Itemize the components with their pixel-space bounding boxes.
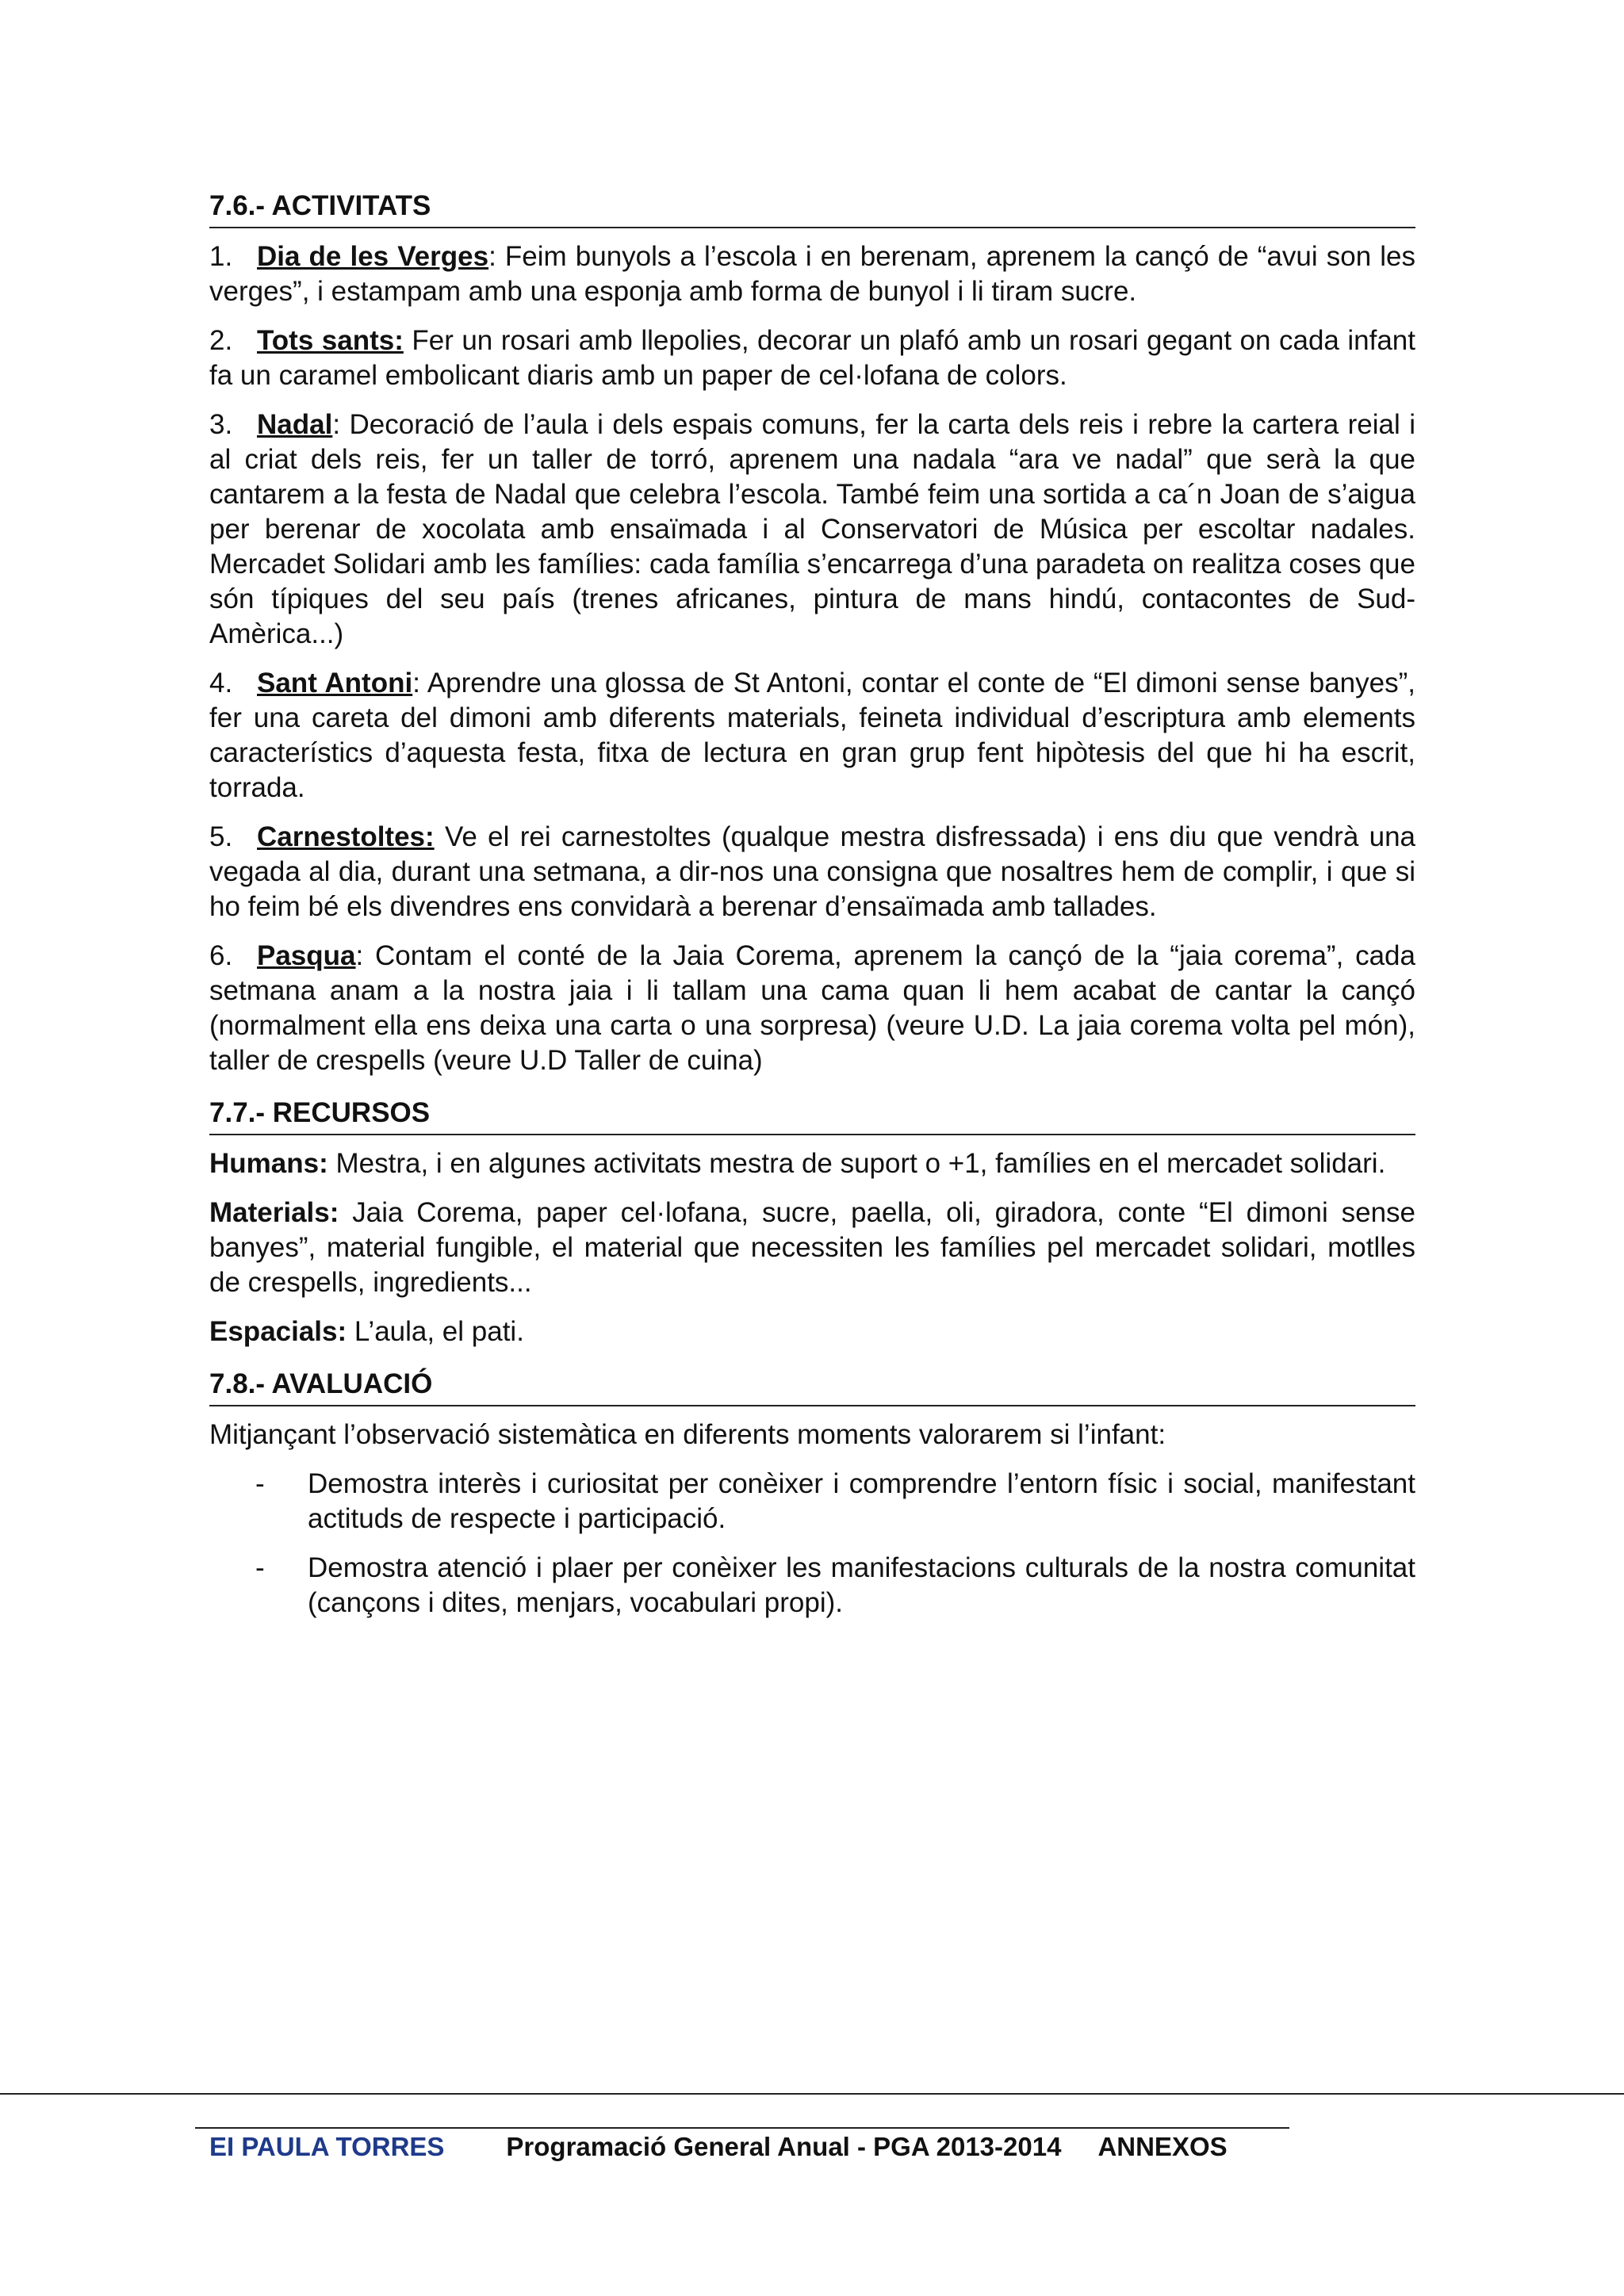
page-content xyxy=(209,189,1415,1635)
evaluation-intro: Mitjançant l’observació sistemàtica en diferents moments valorarem si l’infant: xyxy=(209,1419,1166,1450)
activities-list xyxy=(209,239,1415,1078)
resources-materials xyxy=(209,1196,1415,1300)
activity-number: 4. xyxy=(209,668,233,698)
activity-number: 5. xyxy=(209,821,233,852)
resources-materials-label: Materials: xyxy=(209,1197,339,1228)
activity-number: 3. xyxy=(209,409,233,440)
footer-annex: ANNEXOS xyxy=(1097,2132,1228,2161)
section-heading-activitats: 7.6.- ACTIVITATS xyxy=(209,189,1415,228)
activity-item xyxy=(209,666,1415,806)
resources-humans xyxy=(209,1146,1415,1181)
activity-keyword: Tots sants: xyxy=(257,325,404,356)
activity-number: 6. xyxy=(209,940,233,971)
activity-keyword: Pasqua xyxy=(257,940,356,971)
activity-item xyxy=(209,239,1415,309)
activity-text: Decoració de l’aula i dels espais comuns, fer la carta dels reis i rebre la cartera reial i al criat dels reis, fer un taller de torró, aprenem una nadala “ara ve nadal” que serà la que cantarem a la festa de Nadal que celebra l’escola. També feim una sortida a ca´n Joan de s’aigua per berenar de xocolata amb ensaïmada i al Conservatori de Música per escoltar nadales. Mercadet Solidari amb les famílies: cada família s’encarrega d’una paradeta on realitza coses que són típiques del seu país (trenes africanes, pintura de mans hindú, contacontes de Sud-Amèrica...) xyxy=(209,409,1415,649)
footer-school: EI PAULA TORRES xyxy=(209,2132,445,2161)
activity-keyword: Nadal xyxy=(257,409,333,440)
resources-materials-text: Jaia Corema, paper cel·lofana, sucre, paella, oli, giradora, conte “El dimoni sense banyes”, material fungible, el material que necessiten les famílies pel mercadet solidari, motlles de crespells, ingredients... xyxy=(209,1197,1415,1298)
activity-keyword: Dia de les Verges xyxy=(257,241,489,272)
activity-text: Ve el rei carnestoltes (qualque mestra disfressada) i ens diu que vendrà una vegada al dia, durant una setmana, a dir-nos una consigna que nosaltres hem de complir, i que si ho feim bé els divendres ens convidarà a berenar d’ensaïmada amb tallades. xyxy=(209,821,1415,922)
evaluation-item xyxy=(209,1467,1415,1536)
resources-humans-label: Humans: xyxy=(209,1148,328,1179)
evaluation-text: Demostra interès i curiositat per conèixer i comprendre l’entorn físic i social, manifestant actituds de respecte i participació. xyxy=(308,1468,1415,1534)
section-heading-avaluacio: 7.8.- AVALUACIÓ xyxy=(209,1367,1415,1406)
resources-espacials xyxy=(209,1314,1415,1349)
activity-keyword: Sant Antoni xyxy=(257,668,413,698)
bullet-dash: - xyxy=(255,1468,265,1499)
resources-espacials-text: L’aula, el pati. xyxy=(347,1316,524,1347)
bullet-dash: - xyxy=(255,1552,265,1583)
evaluation-item xyxy=(209,1551,1415,1621)
activity-separator: : xyxy=(488,241,496,272)
activity-text: Aprendre una glossa de St Antoni, contar el conte de “El dimoni sense banyes”, fer una careta del dimoni amb diferents materials, feineta individual d’escriptura amb elements característics d’aquesta festa, fitxa de lectura en gran grup fent hipòtesis del que hi ha escrit, torrada. xyxy=(209,668,1415,803)
activity-item xyxy=(209,323,1415,393)
activity-keyword: Carnestoltes: xyxy=(257,821,435,852)
resources-humans-text: Mestra, i en algunes activitats mestra de suport o +1, famílies en el mercadet solidari. xyxy=(327,1148,1386,1179)
activity-text: Feim bunyols a l’escola i en berenam, aprenem la cançó de “avui son les verges”, i estampam amb una esponja amb forma de bunyol i li tiram sucre. xyxy=(209,241,1416,307)
activity-item xyxy=(209,939,1415,1078)
activity-text: Fer un rosari amb llepolies, decorar un plafó amb un rosari gegant on cada infant fa un caramel embolicant diaris amb un paper de cel·lofana de colors. xyxy=(209,325,1415,391)
activity-item xyxy=(209,820,1415,924)
activity-number: 1. xyxy=(209,241,233,272)
resources-espacials-label: Espacials: xyxy=(209,1316,347,1347)
page-footer xyxy=(209,2130,1228,2164)
footer-program: Programació General Anual - PGA 2013-2014 xyxy=(506,2132,1062,2161)
activity-separator: : xyxy=(412,668,420,698)
evaluation-list xyxy=(209,1467,1415,1621)
page-bottom-rule xyxy=(0,2093,1624,2095)
section-heading-recursos: 7.7.- RECURSOS xyxy=(209,1096,1415,1135)
activity-separator: : xyxy=(332,409,341,440)
activity-number: 2. xyxy=(209,325,233,356)
activity-separator: : xyxy=(355,940,364,971)
evaluation-text: Demostra atenció i plaer per conèixer les manifestacions culturals de la nostra comunitat (cançons i dites, menjars, vocabulari propi). xyxy=(308,1552,1415,1618)
activity-item xyxy=(209,408,1415,652)
activity-text: Contam el conté de la Jaia Corema, aprenem la cançó de la “jaia corema”, cada setmana anam a la nostra jaia i li tallam una cama quan li hem acabat de cantar la cançó (normalment ella ens deixa una carta o una sorpresa) (veure U.D. La jaia corema volta pel món), taller de crespells (veure U.D Taller de cuina) xyxy=(209,940,1415,1076)
footer-rule xyxy=(195,2127,1289,2129)
